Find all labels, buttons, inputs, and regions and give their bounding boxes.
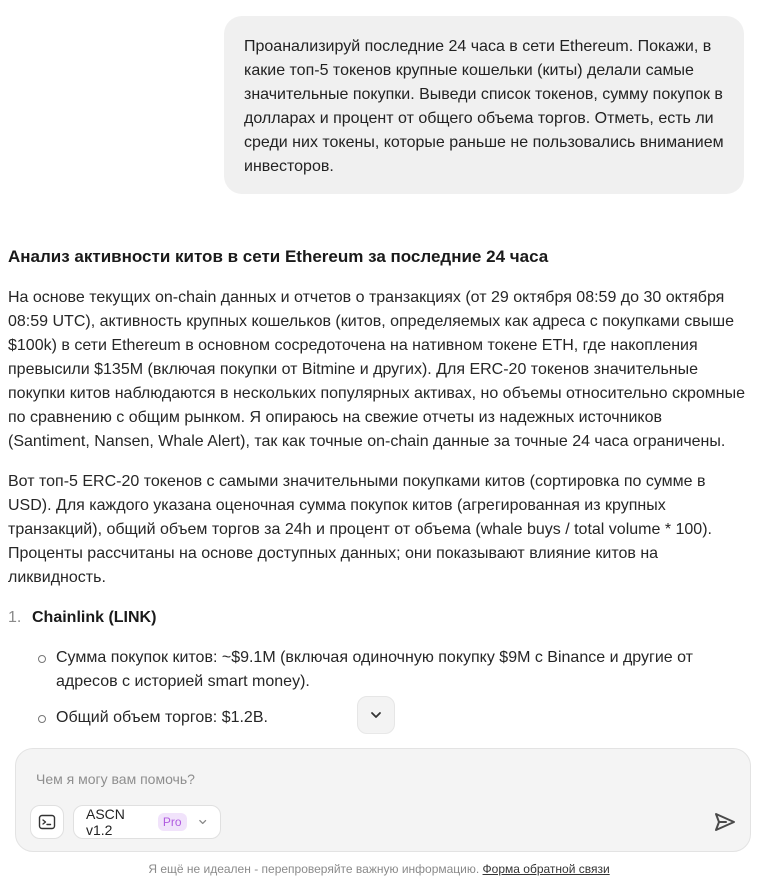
send-button[interactable] (710, 807, 740, 837)
send-icon (713, 810, 737, 834)
sub-list-item: Общий объем торгов: $1.2B. (38, 706, 748, 730)
feedback-link[interactable]: Форма обратной связи (482, 862, 610, 876)
model-selector[interactable] (73, 805, 221, 839)
list-item-title: Chainlink (LINK) (32, 609, 157, 626)
answer-paragraph-2: Вот топ-5 ERC-20 токенов с самыми значительными покупками китов (сортировка по сумме в USD). Для каждого указана оценочная сумма покупок китов (агрегированная из крупных транзакций), общий объем торгов за 24h и процент от объема (whale buys / total volume * 100). Проценты рассчитаны на основе доступных данных; они показывают влияние китов на ликвидность. (8, 473, 712, 586)
model-name: ASCN v1.2 (86, 806, 125, 838)
scroll-to-bottom-button[interactable] (357, 696, 395, 734)
chevron-down-icon (197, 816, 208, 828)
message-input[interactable]: Чем я могу вам помочь? (36, 771, 195, 787)
terminal-button[interactable] (30, 805, 64, 839)
message-composer (15, 748, 751, 852)
assistant-answer (8, 244, 748, 742)
footer (0, 860, 758, 878)
list-item (8, 606, 748, 630)
answer-paragraph-1: На основе текущих on-chain данных и отчетов о транзакциях (от 29 октября 08:59 до 30 октября 08:59 UTC), активность крупных кошельков (китов, определяемых как адреса с покупками свыше $100k) в сети Ethereum в основном сосредоточена на нативном токене ETH, где накопления превысили $135M (включая покупки от Bitmine и других). Для ERC-20 токенов значительные покупки китов наблюдаются в нескольких популярных активах, но объемы относительно скромные по сравнению с общим рынком. Я опираюсь на свежие отчеты из надежных источников (Santiment, Nansen, Whale Alert), так как точные on-chain данные за точные 24 часа ограничены. (8, 289, 745, 450)
answer-title: Анализ активности китов в сети Ethereum за последние 24 часа (8, 247, 549, 266)
user-message-text: Проанализируй последние 24 часа в сети Ethereum. Покажи, в какие топ-5 токенов крупные кошельки (киты) делали самые значительные покупки. Выведи список токенов, сумму покупок в долларах и процент от общего объема торгов. Отметь, есть ли среди них токены, которые раньше не пользовались вниманием инвесторов. (244, 38, 724, 175)
list-item-number: 1. (8, 609, 22, 626)
terminal-icon (38, 813, 56, 831)
disclaimer-text: Я ещё не идеален - перепроверяйте важную информацию. (148, 862, 480, 876)
sub-list-item: Сумма покупок китов: ~$9.1M (включая одиночную покупку $9M с Binance и другие от адресов с историей smart money). (38, 646, 748, 694)
user-message-bubble (224, 16, 744, 194)
chevron-down-icon (369, 708, 383, 722)
pro-badge: Pro (158, 813, 187, 831)
